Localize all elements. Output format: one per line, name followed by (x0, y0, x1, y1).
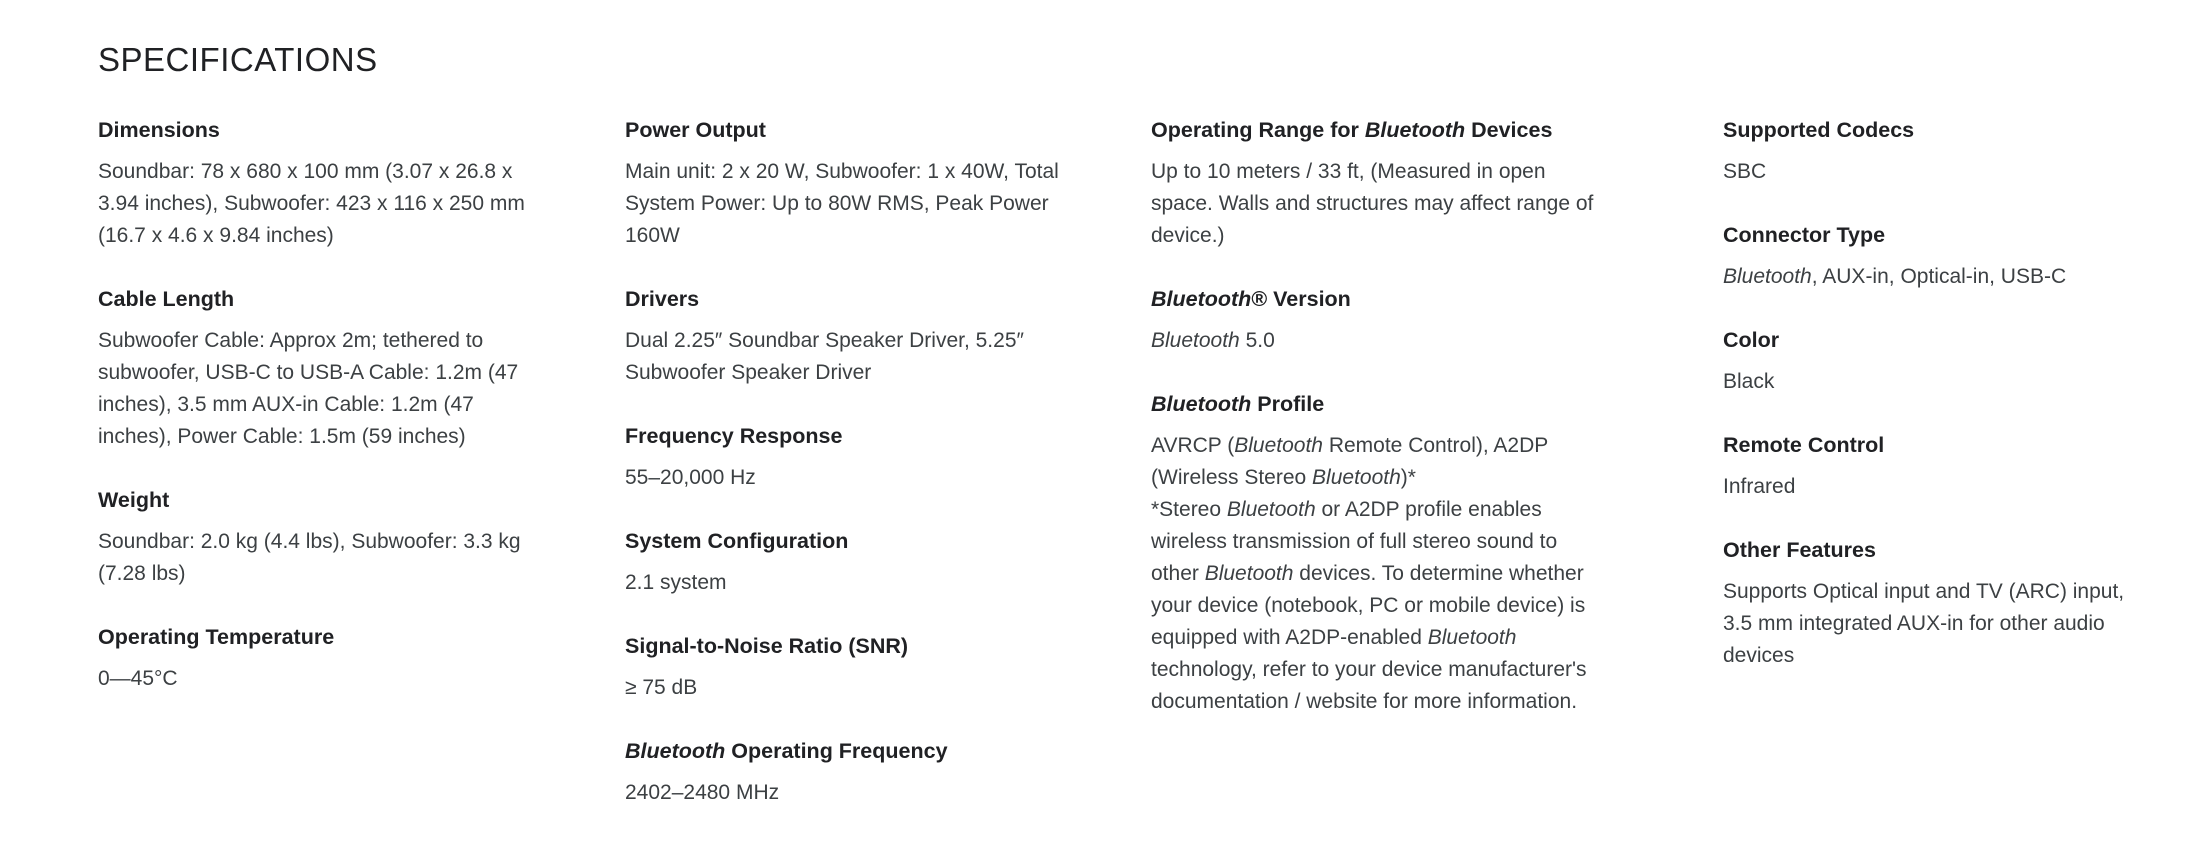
spec-value-weight: Soundbar: 2.0 kg (4.4 lbs), Subwoofer: 3.3 kg (7.28 lbs) (98, 530, 521, 585)
spec-heading-bluetooth-operating-frequency: Bluetooth Operating Frequency (625, 739, 948, 763)
spec-section-system-configuration (625, 527, 1090, 599)
spec-column-1 (98, 116, 553, 728)
spec-heading-cable-length: Cable Length (98, 287, 235, 311)
spec-value-color: Black (1723, 370, 1775, 393)
spec-value-remote-control: Infrared (1723, 475, 1796, 498)
spec-section-supported-codecs (1723, 116, 2153, 188)
spec-section-cable-length (98, 285, 553, 453)
spec-section-bluetooth-profile (1151, 390, 1601, 718)
spec-column-4 (1723, 116, 2153, 705)
spec-heading-frequency-response: Frequency Response (625, 424, 843, 448)
spec-column-2 (625, 116, 1090, 842)
spec-value-other-features: Supports Optical input and TV (ARC) input, 3.5 mm integrated AUX-in for other audio devices (1723, 580, 2125, 667)
spec-heading-power-output: Power Output (625, 118, 766, 142)
spec-section-operating-temperature (98, 623, 553, 695)
spec-value-bluetooth-operating-frequency: 2402–2480 MHz (625, 781, 780, 804)
spec-heading-bluetooth-version: Bluetooth® Version (1151, 287, 1351, 311)
spec-section-operating-range (1151, 116, 1601, 252)
spec-section-connector-type (1723, 221, 2153, 293)
spec-section-color (1723, 326, 2153, 398)
spec-heading-bluetooth-profile: Bluetooth Profile (1151, 392, 1325, 416)
spec-section-frequency-response (625, 422, 1090, 494)
spec-section-bluetooth-version (1151, 285, 1601, 357)
spec-value-operating-range: Up to 10 meters / 33 ft, (Measured in open space. Walls and structures may affect range of device.) (1151, 160, 1594, 247)
spec-column-3 (1151, 116, 1601, 751)
spec-value-dimensions: Soundbar: 78 x 680 x 100 mm (3.07 x 26.8 x 3.94 inches), Subwoofer: 423 x 116 x 250 mm (16.7 x 4.6 x 9.84 inches) (98, 160, 525, 247)
spec-section-signal-to-noise-ratio (625, 632, 1090, 704)
spec-heading-operating-temperature: Operating Temperature (98, 625, 335, 649)
spec-section-bluetooth-operating-frequency (625, 737, 1090, 809)
spec-heading-other-features: Other Features (1723, 538, 1876, 562)
spec-heading-supported-codecs: Supported Codecs (1723, 118, 1915, 142)
spec-section-weight (98, 486, 553, 590)
spec-value-connector-type: Bluetooth, AUX-in, Optical-in, USB-C (1723, 265, 2067, 288)
spec-value-signal-to-noise-ratio: ≥ 75 dB (625, 676, 698, 699)
spec-heading-remote-control: Remote Control (1723, 433, 1885, 457)
spec-section-drivers (625, 285, 1090, 389)
spec-heading-drivers: Drivers (625, 287, 700, 311)
spec-value-drivers: Dual 2.25″ Soundbar Speaker Driver, 5.25″ Subwoofer Speaker Driver (625, 329, 1024, 384)
spec-section-other-features (1723, 536, 2153, 672)
spec-value-cable-length: Subwoofer Cable: Approx 2m; tethered to subwoofer, USB-C to USB-A Cable: 1.2m (47 inches), 3.5 mm AUX-in Cable: 1.2m (47 inches), Power Cable: 1.5m (59 inches) (98, 329, 519, 448)
spec-heading-color: Color (1723, 328, 1780, 352)
spec-value-frequency-response: 55–20,000 Hz (625, 466, 756, 489)
spec-value-operating-temperature: 0—45°C (98, 667, 178, 690)
spec-section-power-output (625, 116, 1090, 252)
spec-value-bluetooth-version: Bluetooth 5.0 (1151, 329, 1275, 352)
spec-section-remote-control (1723, 431, 2153, 503)
spec-heading-connector-type: Connector Type (1723, 223, 1886, 247)
spec-value-bluetooth-profile: AVRCP (Bluetooth Remote Control), A2DP (Wireless Stereo Bluetooth)* *Stereo Bluetooth or A2DP profile enables wireless transmission of full stereo sound to other Bluetooth devices. To determine whether your device (notebook, PC or mobile device) is equipped with A2DP-enabled Bluetooth technology, refer to your device manufacturer's documentation / website for more information. (1151, 434, 1587, 713)
spec-heading-weight: Weight (98, 488, 170, 512)
spec-heading-signal-to-noise-ratio: Signal-to-Noise Ratio (SNR) (625, 634, 909, 658)
spec-value-system-configuration: 2.1 system (625, 571, 727, 594)
spec-value-power-output: Main unit: 2 x 20 W, Subwoofer: 1 x 40W, Total System Power: Up to 80W RMS, Peak Power 160W (625, 160, 1059, 247)
spec-value-supported-codecs: SBC (1723, 160, 1767, 183)
spec-heading-operating-range: Operating Range for Bluetooth Devices (1151, 118, 1553, 142)
spec-section-dimensions (98, 116, 553, 252)
spec-heading-system-configuration: System Configuration (625, 529, 849, 553)
spec-heading-dimensions: Dimensions (98, 118, 220, 142)
page-title: SPECIFICATIONS (98, 41, 378, 78)
